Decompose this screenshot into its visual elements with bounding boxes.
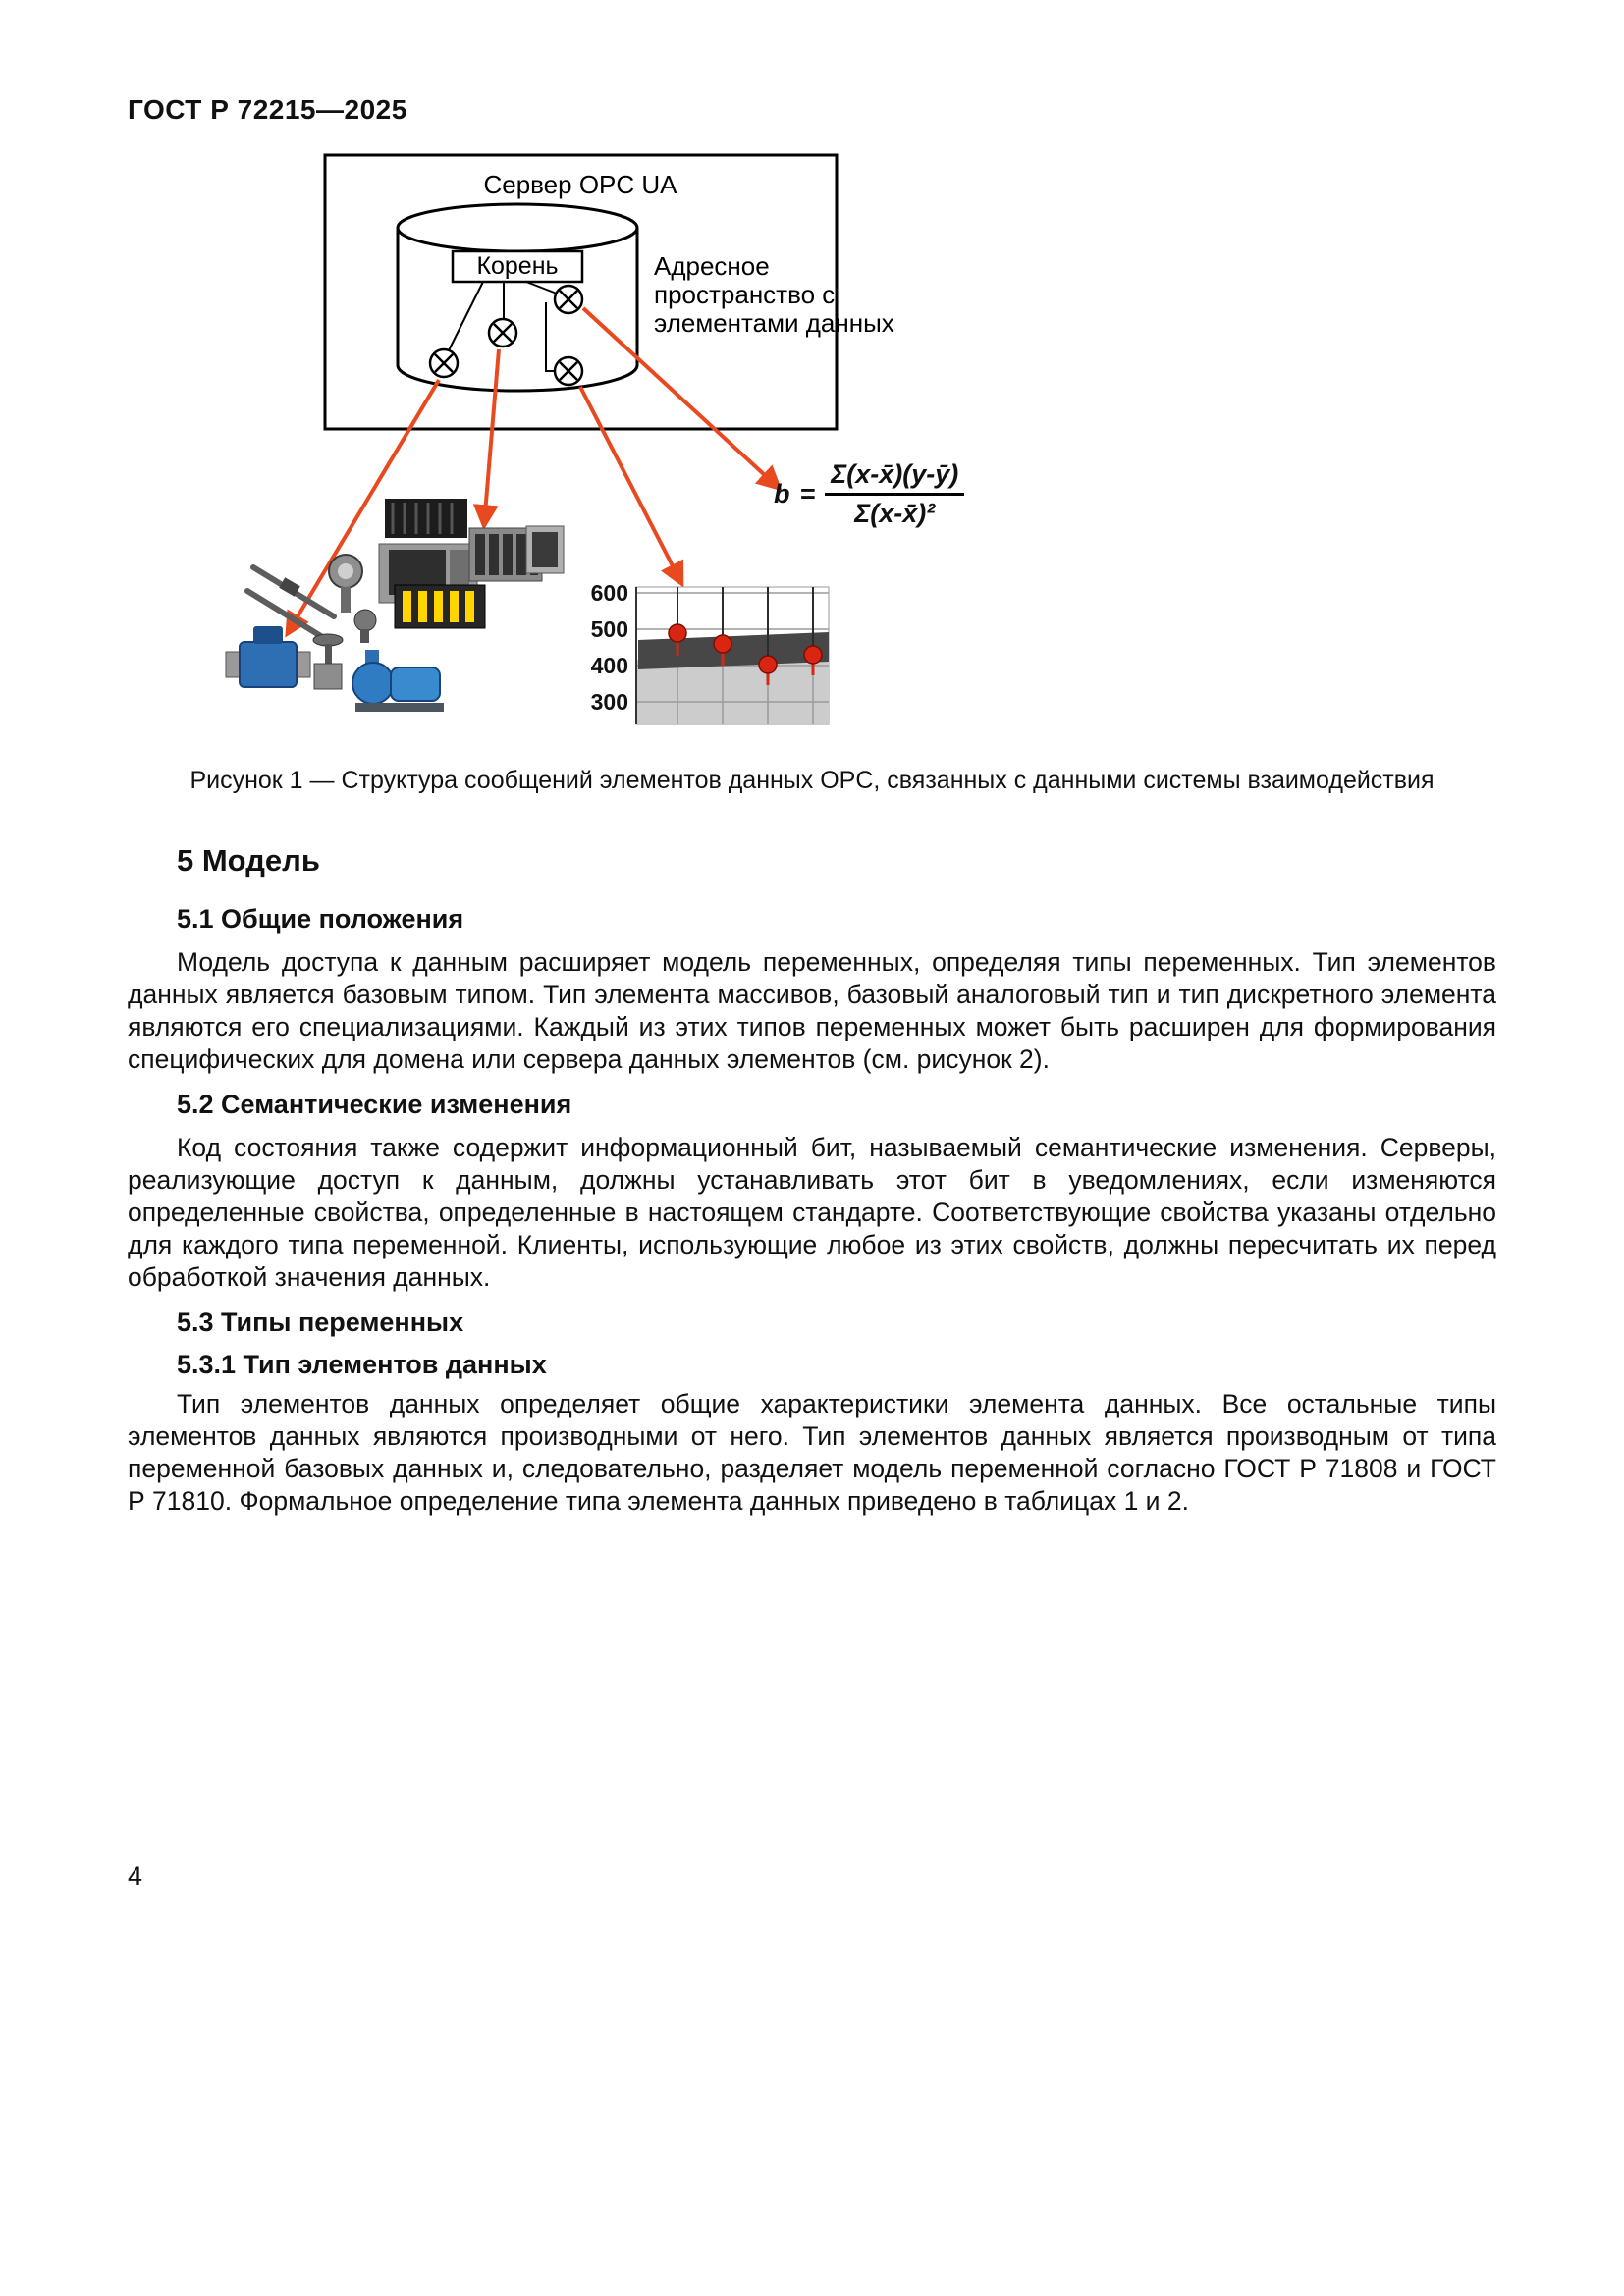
section-5-1-title: 5.1 Общие положения xyxy=(177,904,464,934)
data-item-node-icon xyxy=(489,319,516,347)
section-5-title: 5 Модель xyxy=(177,843,320,878)
formula-lhs: b xyxy=(774,479,790,508)
regression-formula xyxy=(774,459,964,529)
data-item-node-icon xyxy=(555,357,582,385)
field-devices-illustration xyxy=(226,499,564,712)
chart-tick-600: 600 xyxy=(590,580,628,606)
document-number: ГОСТ Р 72215—2025 xyxy=(128,94,407,125)
trend-chart xyxy=(591,580,829,724)
address-space-label-line3: элементами данных xyxy=(654,308,894,338)
formula-equals: = xyxy=(799,479,816,508)
section-5-3-1-title: 5.3.1 Тип элементов данных xyxy=(177,1350,547,1379)
formula-numerator: Σ(x-x̄)(y-ȳ) xyxy=(825,459,964,496)
chart-tick-500: 500 xyxy=(590,616,628,642)
section-5-3-1-paragraph: Тип элементов данных определяет общие характеристики элемента данных. Все остальные типы элементов данных являются производными от него. Тип элементов данных является производным от типа переменной базовых данных и, следовательно, разделяет модель переменной согласно ГОСТ Р 71808 и ГОСТ Р 71810. Формальное определение типа элемента данных приведено в таблицах 1 и 2. xyxy=(128,1389,1496,1516)
section-5-2-title: 5.2 Семантические изменения xyxy=(177,1090,572,1119)
page-number: 4 xyxy=(128,1861,143,1891)
formula-denominator: Σ(x-x̄)² xyxy=(854,499,936,528)
root-label: Корень xyxy=(476,252,559,280)
server-label: Сервер OPC UA xyxy=(483,170,677,199)
formula-fraction xyxy=(825,459,964,529)
figure-caption: Рисунок 1 — Структура сообщений элементов данных OPC, связанных с данными системы взаимодействия xyxy=(189,767,1435,794)
address-space-label-line1: Адресное xyxy=(654,251,770,281)
section-5-3-title: 5.3 Типы переменных xyxy=(177,1308,464,1337)
figure-1-diagram xyxy=(0,0,1624,766)
chart-tick-300: 300 xyxy=(590,689,628,715)
chart-tick-400: 400 xyxy=(590,653,628,678)
data-item-node-icon xyxy=(555,286,582,313)
data-item-node-icon xyxy=(430,349,458,377)
section-5-2-paragraph: Код состояния также содержит информационный бит, называемый семантические изменения. Серверы, реализующие доступ к данным, должны устанавливать этот бит в уведомлениях, если изменяются определенные свойства, определенные в настоящем стандарте. Соответствующие свойства указаны отдельно для каждого типа переменной. Клиенты, использующие любое из этих свойств, должны пересчитать их перед обработкой значения данных. xyxy=(128,1133,1496,1292)
document-body xyxy=(128,766,1496,1531)
section-5-1-paragraph: Модель доступа к данным расширяет модель переменных, определяя типы переменных. Тип элементов данных является базовым типом. Тип элемента массивов, базовый аналоговый тип и тип дискретного элемента являются его специализациями. Каждый из этих типов переменных может быть расширен для формирования специфических для домена или сервера данных элементов (см. рисунок 2). xyxy=(128,947,1496,1074)
address-space-label-line2: пространство с xyxy=(654,280,836,309)
